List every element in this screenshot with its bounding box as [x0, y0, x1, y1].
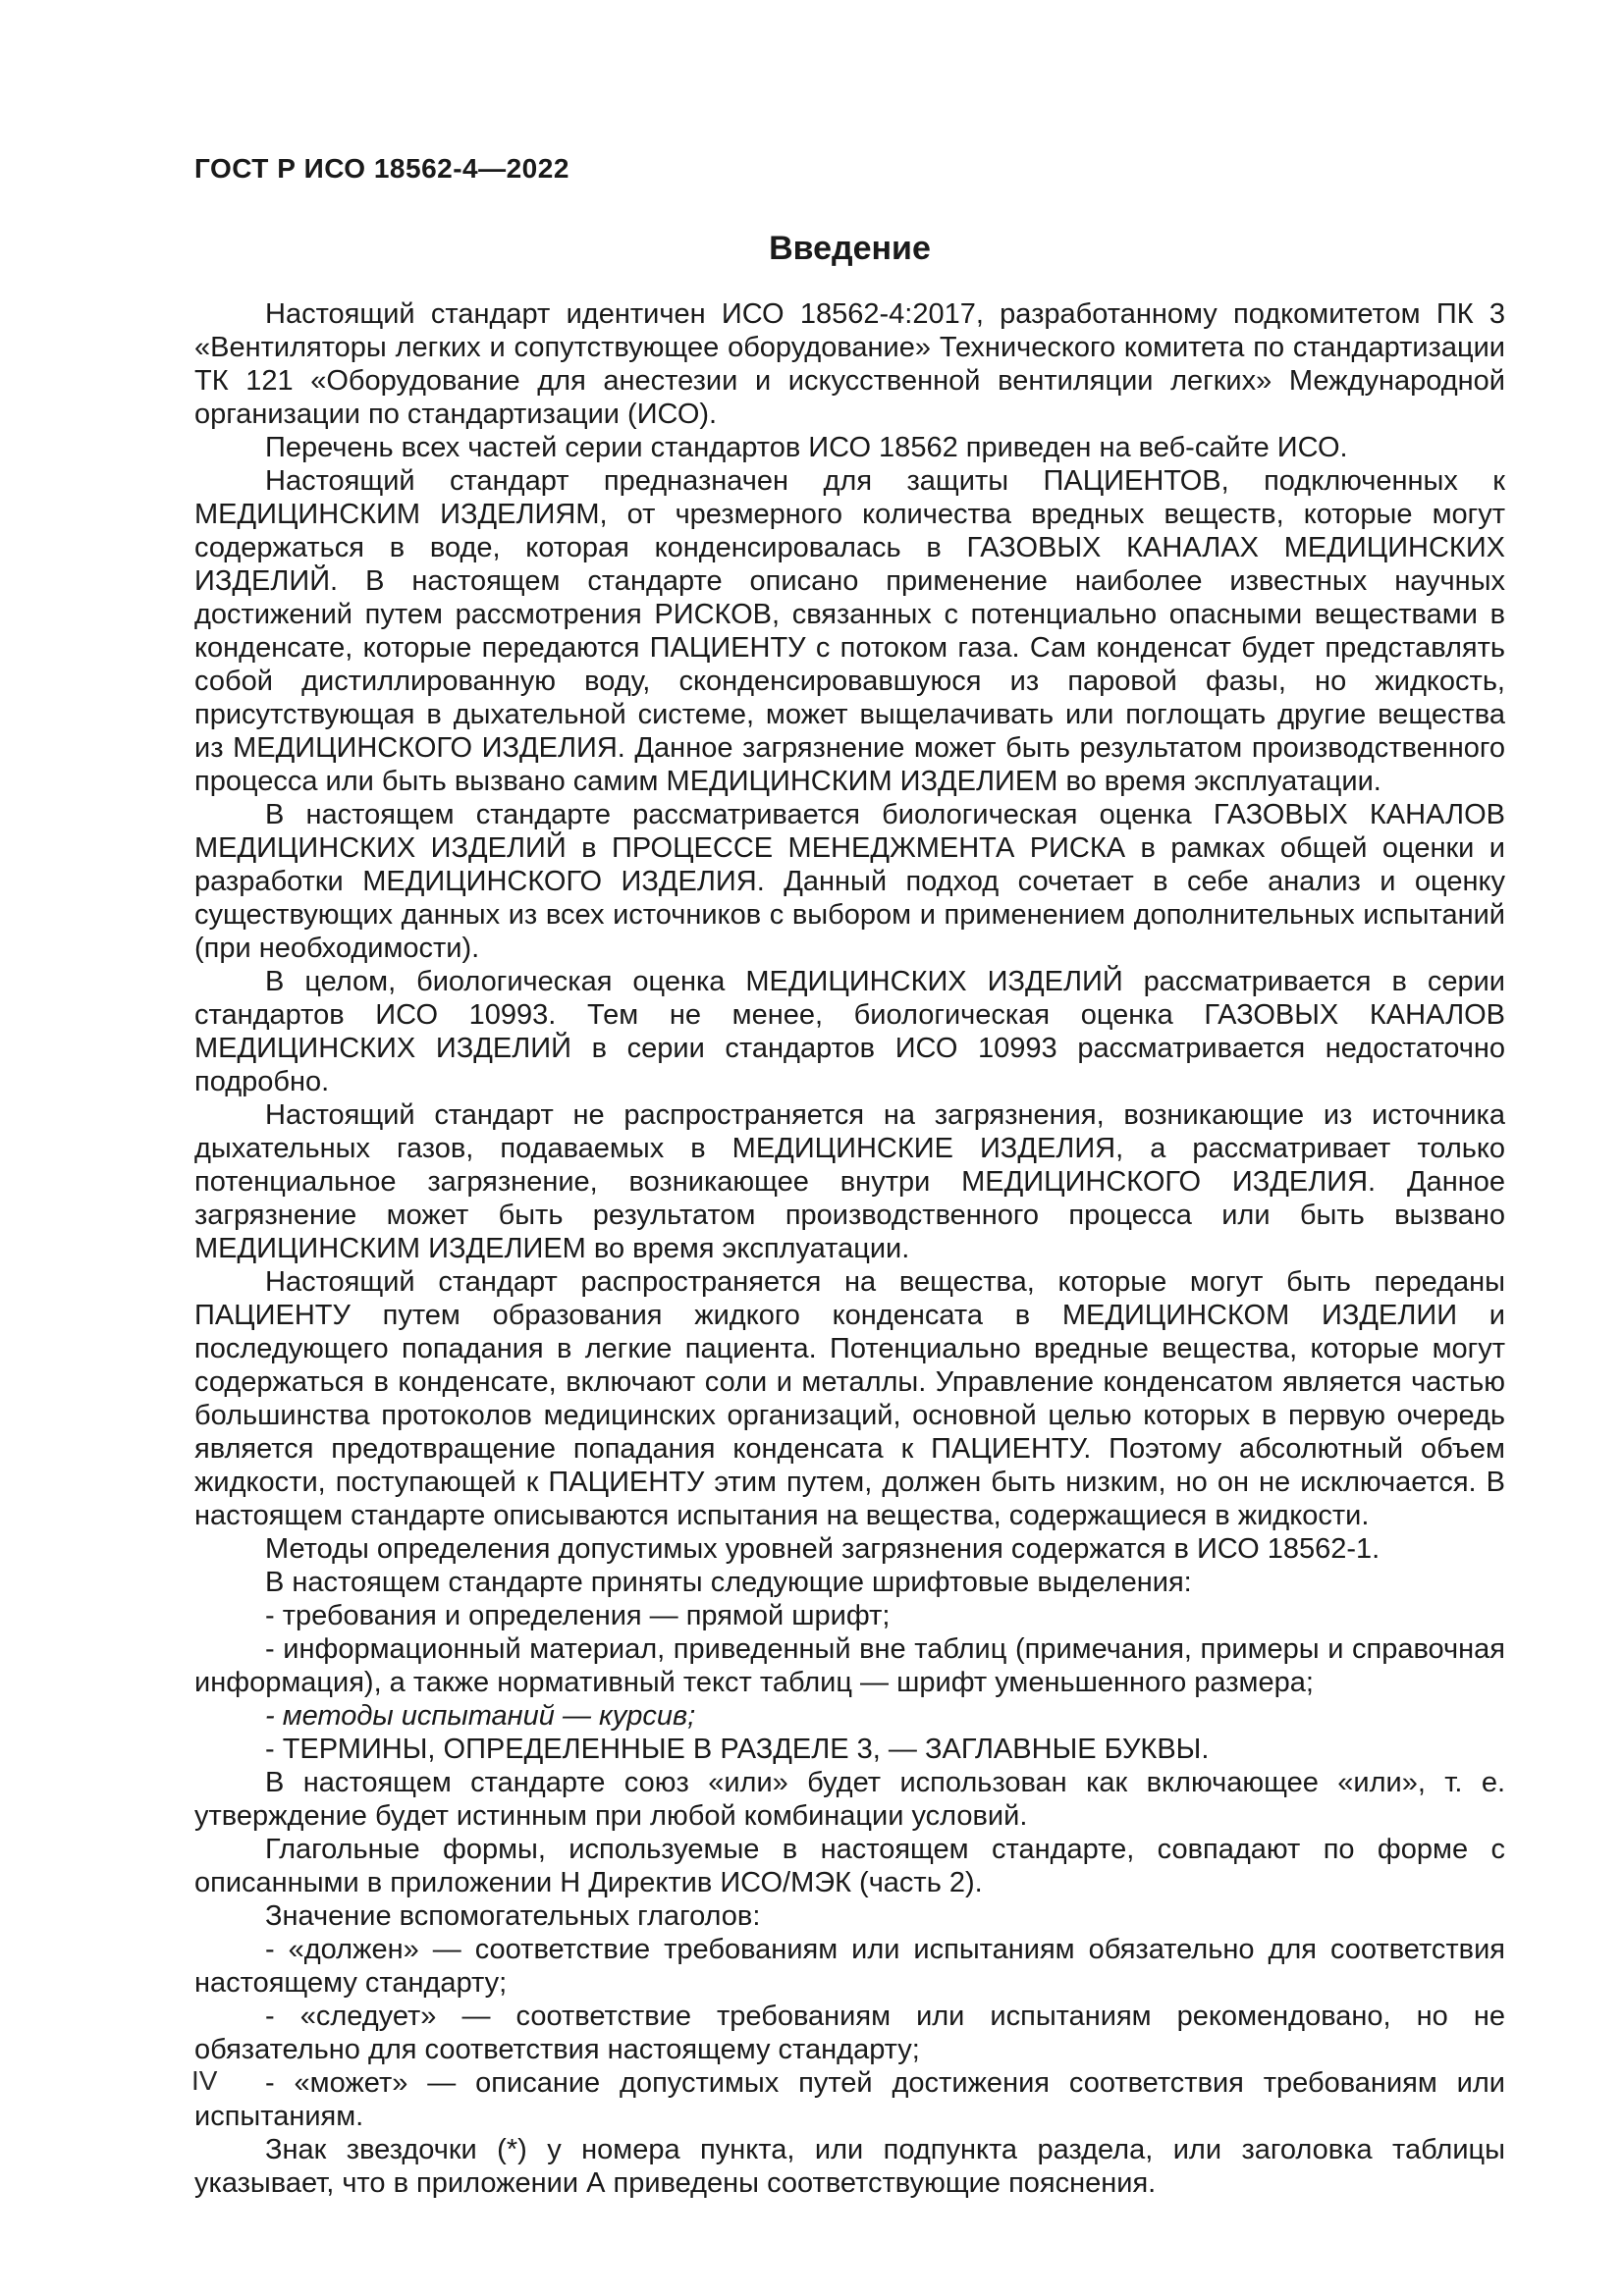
paragraph: Настоящий стандарт предназначен для защиты ПАЦИЕНТОВ, подключенных к МЕДИЦИНСКИМ ИЗДЕЛИЯМ, от чрезмерного количества вредных веществ, которые могут содержаться в воде, которая конденсировалась в ГАЗОВЫХ КАНАЛАХ МЕДИЦИНСКИХ ИЗДЕЛИЙ. В настоящем стандарте описано применение наиболее известных научных достижений путем рассмотрения РИСКОВ, связанных с потенциально опасными веществами в конденсате, которые передаются ПАЦИЕНТУ с потоком газа. Сам конденсат будет представлять собой дистиллированную воду, сконденсировавшуюся из паровой фазы, но жидкость, присутствующая в дыхательной системе, может выщелачивать или поглощать другие вещества из МЕДИЦИНСКОГО ИЗДЕЛИЯ. Данное загрязнение может быть результатом производственного процесса или быть вызвано самим МЕДИЦИНСКИМ ИЗДЕЛИЕМ во время эксплуатации. [194, 465, 1505, 797]
paragraph: Методы определения допустимых уровней загрязнения содержатся в ИСО 18562-1. [265, 1533, 1380, 1565]
paragraph: - требования и определения — прямой шрифт; [265, 1600, 891, 1631]
paragraph: - «может» — описание допустимых путей достижения соответствия требованиям или испытаниям. [194, 2067, 1505, 2132]
page-number: IV [191, 2065, 218, 2096]
paragraph: - информационный материал, приведенный вне таблиц (примечания, примеры и справочная информация), а также нормативный текст таблиц — шрифт уменьшенного размера; [194, 1633, 1505, 1698]
paragraph-container [194, 297, 1505, 2200]
paragraph: - «должен» — соответствие требованиям или испытаниям обязательно для соответствия настоящему стандарту; [194, 1934, 1505, 1999]
document-header [194, 152, 1505, 186]
paragraph: Настоящий стандарт идентичен ИСО 18562-4:2017, разработанному подкомитетом ПК 3 «Вентиляторы легких и сопутствующее оборудование» Технического комитета по стандартизации ТК 121 «Оборудование для анестезии и искусственной вентиляции легких» Международной организации по стандартизации (ИСО). [194, 298, 1505, 430]
paragraph: - «следует» — соответствие требованиям или испытаниям рекомендовано, но не обязательно для соответствия настоящему стандарту; [194, 2001, 1505, 2065]
paragraph: В целом, биологическая оценка МЕДИЦИНСКИХ ИЗДЕЛИЙ рассматривается в серии стандартов ИСО 10993. Тем не менее, биологическая оценка ГАЗОВЫХ КАНАЛОВ МЕДИЦИНСКИХ ИЗДЕЛИЙ в серии стандартов ИСО 10993 рассматривается недостаточно подробно. [194, 966, 1505, 1097]
paragraph: Значение вспомогательных глаголов: [265, 1900, 761, 1932]
paragraph: В настоящем стандарте приняты следующие шрифтовые выделения: [265, 1567, 1192, 1598]
document-code: ГОСТ Р ИСО 18562-4—2022 [194, 153, 569, 184]
paragraph: Глагольные формы, используемые в настоящем стандарте, совпадают по форме с описанными в приложении Н Директив ИСО/МЭК (часть 2). [194, 1834, 1505, 1898]
paragraph: В настоящем стандарте рассматривается биологическая оценка ГАЗОВЫХ КАНАЛОВ МЕДИЦИНСКИХ ИЗДЕЛИЙ в ПРОЦЕССЕ МЕНЕДЖМЕНТА РИСКА в рамках общей оценки и разработки МЕДИЦИНСКОГО ИЗДЕЛИЯ. Данный подход сочетает в себе анализ и оценку существующих данных из всех источников с выбором и применением дополнительных испытаний (при необходимости). [194, 799, 1505, 964]
paragraph: Перечень всех частей серии стандартов ИСО 18562 приведен на веб-сайте ИСО. [265, 432, 1348, 463]
paragraph: Настоящий стандарт не распространяется на загрязнения, возникающие из источника дыхательных газов, подаваемых в МЕДИЦИНСКИЕ ИЗДЕЛИЯ, а рассматривает только потенциальное загрязнение, возникающее внутри МЕДИЦИНСКОГО ИЗДЕЛИЯ. Данное загрязнение может быть результатом производственного процесса или быть вызвано МЕДИЦИНСКИМ ИЗДЕЛИЕМ во время эксплуатации. [194, 1099, 1505, 1264]
paragraph: Знак звездочки (*) у номера пункта, или подпункта раздела, или заголовка таблицы указывает, что в приложении А приведены соответствующие пояснения. [194, 2134, 1505, 2199]
paragraph: - методы испытаний — курсив; [265, 1700, 696, 1732]
section-title: Введение [769, 230, 931, 267]
paragraph: Настоящий стандарт распространяется на вещества, которые могут быть переданы ПАЦИЕНТУ путем образования жидкого конденсата в МЕДИЦИНСКОМ ИЗДЕЛИИ и последующего попадания в легкие пациента. Потенциально вредные вещества, которые могут содержаться в конденсате, включают соли и металлы. Управление конденсатом является частью большинства протоколов медицинских организаций, основной целью которых в первую очередь является предотвращение попадания конденсата к ПАЦИЕНТУ. Поэтому абсолютный объем жидкости, поступающей к ПАЦИЕНТУ этим путем, должен быть низким, но он не исключается. В настоящем стандарте описываются испытания на вещества, содержащиеся в жидкости. [194, 1266, 1505, 1531]
paragraph: В настоящем стандарте союз «или» будет использован как включающее «или», т. е. утверждение будет истинным при любой комбинации условий. [194, 1767, 1505, 1832]
paragraph: - ТЕРМИНЫ, ОПРЕДЕЛЕННЫЕ В РАЗДЕЛЕ 3, — ЗАГЛАВНЫЕ БУКВЫ. [265, 1734, 1210, 1765]
